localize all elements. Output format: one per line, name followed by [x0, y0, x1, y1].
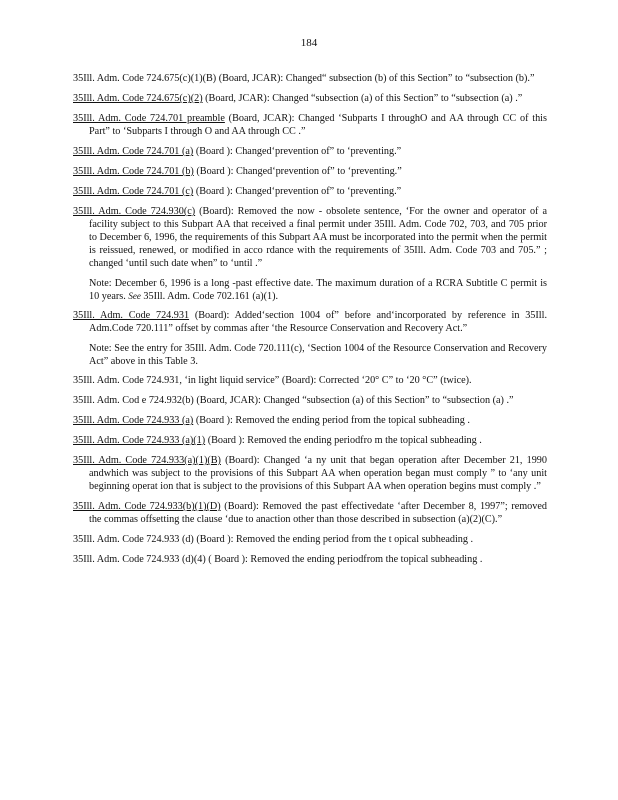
- amendment-entry: [73, 394, 547, 407]
- amendment-entry: [73, 454, 547, 493]
- note: [73, 342, 547, 368]
- amendment-entry: [73, 500, 547, 526]
- amendment-entry: [73, 553, 547, 566]
- amendment-entry: [73, 112, 547, 138]
- code-reference: 35Ill. Adm. Code 724.933(a)(1)(B): [73, 455, 221, 466]
- code-reference: 35Ill. Adm. Code 724.930(c): [73, 206, 196, 217]
- amendment-text: (Board, JCAR): Changed ‘Subparts I throughO and AA through CC of this Part” to ‘Subparts I through O and AA through CC .”: [89, 113, 547, 137]
- amendment-text: (Board, JCAR): Changed “subsection (a) of this Section” to “subsection (a) .”: [202, 93, 523, 104]
- note: [73, 277, 547, 303]
- amendment-text: (Board ): Changed‘prevention of” to ‘preventing.”: [193, 166, 402, 177]
- amendment-entry: [73, 165, 547, 178]
- note-tail: 35Ill. Adm. Code 702.161 (a)(1).: [140, 291, 279, 302]
- code-reference: 35Ill. Adm. Code 724.701 preamble: [73, 113, 225, 124]
- amendment-entry: [73, 92, 547, 105]
- code-reference: 35Ill. Adm. Code 724.933 (a)(1): [73, 435, 206, 446]
- amendment-text: (Board): Added‘section 1004 of” before and‘incorporated by reference in 35Ill. Adm.Code 720.111” offset by commas after ‘the Resource Conservation and Recovery Act.”: [89, 310, 547, 334]
- amendment-entry: [73, 434, 547, 447]
- code-reference: 35Ill. Adm. Cod e 724.932(b): [73, 395, 194, 406]
- code-reference: 35Ill. Adm. Code 724.933 (a): [73, 415, 194, 426]
- amendment-text: (Board ): Removed the ending period from the topical subheading .: [193, 415, 470, 426]
- amendment-text: ( Board ): Removed the ending periodfrom the topical subheading .: [205, 554, 483, 565]
- amendment-text: ‘in light liquid service” (Board): Corrected ‘20° C” to ‘20 °C” (twice).: [181, 375, 472, 386]
- note-text: Note: December 6, 1996 is a long -past effective date. The maximum duration of a RCRA Subtitle C permit is 10 years.: [89, 278, 547, 302]
- amendment-text: (Board ): Changed‘prevention of” to ‘preventing.”: [193, 146, 402, 157]
- page-number: 184: [300, 37, 318, 49]
- note-emphasis: See: [128, 291, 141, 301]
- code-reference: 35Ill. Adm. Code 724.675(c)(1)(B): [73, 73, 217, 84]
- amendment-text: (Board, JCAR): Changed “subsection (a) of this Section” to “subsection (a) .”: [193, 395, 514, 406]
- amendment-text: (Board ): Changed‘prevention of” to ‘preventing.”: [193, 186, 402, 197]
- amendment-text: (Board): Removed the now - obsolete sentence, ‘For the owner and operator of a facility subject to this Subpart AA that received a final permit under 35Ill. Adm. Code 702, 703, and 705 prior to December 6, 1996, the requirements of this Subpart AA must be incorporated into the permit when the permit is reissued, renewed, or modified in acco rdance with the requirements of 35Ill. Adm. Code 703 and 705.” ; changed ‘until such date when” to ‘until .”: [89, 206, 547, 269]
- code-reference: 35Ill. Adm. Code 724.701 (a): [73, 146, 194, 157]
- code-reference: 35Ill. Adm. Code 724.931: [73, 310, 190, 321]
- amendment-entry: [73, 374, 547, 387]
- amendment-entry: [73, 533, 547, 546]
- code-reference: 35Ill. Adm. Code 724.701 (c): [73, 186, 194, 197]
- code-reference: 35Ill. Adm. Code 724.675(c)(2): [73, 93, 203, 104]
- amendment-entry: [73, 145, 547, 158]
- amendment-entry: [73, 205, 547, 270]
- code-reference: 35Ill. Adm. Code 724.931,: [73, 375, 182, 386]
- code-reference: 35Ill. Adm. Code 724.933 (d): [73, 534, 194, 545]
- amendment-text: (Board): Removed the past effectivedate ‘after December 8, 1997”; removed the commas offsetting the clause ‘due to anaction other than those described in subsection (a)(2)(C).”: [89, 501, 547, 525]
- amendment-entry: [73, 185, 547, 198]
- amendment-entry: [73, 309, 547, 335]
- amendment-text: (Board ): Removed the ending period from the t opical subheading .: [193, 534, 474, 545]
- amendment-text: (Board ): Removed the ending periodfro m the topical subheading .: [205, 435, 482, 446]
- amendment-text: (Board): Changed ‘a ny unit that began operation after December 21, 1990 andwhich was subject to the provisions of this Subpart AA when operation began must comply ” to ‘any unit beginning operat ion that is subject to the provisions of this Subpart AA when operation begins must comply .”: [89, 455, 547, 492]
- note-text: Note: See the entry for 35Ill. Adm. Code 720.111(c), ‘Section 1004 of the Resource Conservation and Recovery Act” above in this Table 3.: [89, 343, 547, 367]
- code-reference: 35Ill. Adm. Code 724.933 (d)(4): [73, 554, 206, 565]
- amendment-text: (Board, JCAR): Changed“ subsection (b) of this Section” to “subsection (b).”: [216, 73, 535, 84]
- amendment-list: [73, 72, 547, 573]
- amendment-entry: [73, 414, 547, 427]
- code-reference: 35Ill. Adm. Code 724.701 (b): [73, 166, 194, 177]
- amendment-entry: [73, 72, 547, 85]
- code-reference: 35Ill. Adm. Code 724.933(b)(1)(D): [73, 501, 221, 512]
